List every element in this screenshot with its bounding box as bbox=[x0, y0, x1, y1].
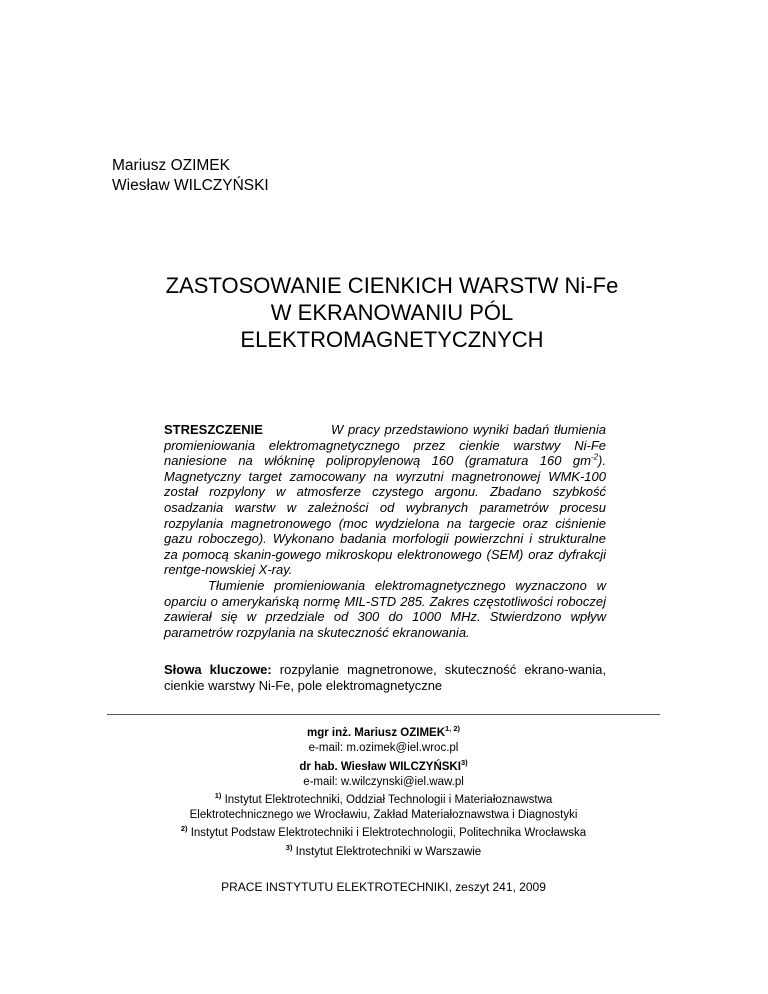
institution-1-line-2: Elektrotechnicznego we Wrocławiu, Zakład Materiałoznawstwa i Diagnostyki bbox=[189, 809, 578, 821]
title-line: W EKRANOWANIU PÓL bbox=[270, 300, 514, 325]
abstract-text: W pracy przedstawiono wyniki badań tłumienia promieniowania elektromagnetycznego przez cienkie warstwy Ni-Fe naniesione na włókninę polipropylenową 160 (gramatura 160 gm bbox=[164, 422, 606, 469]
abstract-paragraph-2: Tłumienie promieniowania elektromagnetycznego wyznaczono w oparciu o amerykańską normę MIL-STD 285. Zakres częstotliwości roboczej zawierał się w przedziale od 300 do 1000 MHz. Stwierdzono wpływ parametrów rozpylania na skuteczność ekranowania. bbox=[164, 577, 606, 640]
author-name: Wiesław WILCZYŃSKI bbox=[112, 177, 269, 194]
author-1-superscript: 1, 2) bbox=[445, 724, 461, 734]
author-name: Mariusz OZIMEK bbox=[112, 157, 230, 174]
author-list bbox=[112, 156, 269, 196]
institution-1-superscript: 1) bbox=[214, 791, 222, 801]
institution-3-superscript: 3) bbox=[285, 843, 293, 853]
abstract-superscript: -2 bbox=[590, 452, 599, 462]
institution-3 bbox=[107, 845, 660, 860]
author-1-email: e-mail: m.ozimek@iel.wroc.pl bbox=[308, 742, 459, 754]
keywords-text: rozpylanie magnetronowe, skuteczność ekrano-wania, cienkie warstwy Ni-Fe, pole elektromagnetyczne bbox=[164, 662, 606, 693]
abstract-paragraph-1 bbox=[164, 422, 606, 578]
author-2-email: e-mail: w.wilczynski@iel.waw.pl bbox=[303, 776, 464, 788]
section-divider bbox=[107, 714, 660, 715]
title-line: ZASTOSOWANIE CIENKICH WARSTW Ni-Fe bbox=[165, 273, 619, 298]
title-line: ELEKTROMAGNETYCZNYCH bbox=[240, 327, 544, 352]
institution-3-text: Instytut Elektrotechniki w Warszawie bbox=[295, 846, 482, 858]
abstract bbox=[164, 422, 606, 640]
author-2-superscript: 3) bbox=[460, 758, 468, 768]
author-2-affiliation bbox=[107, 760, 660, 790]
author-1-affiliation bbox=[107, 726, 660, 756]
abstract-label: STRESZCZENIE bbox=[164, 422, 263, 437]
journal-footer: PRACE INSTYTUTU ELEKTROTECHNIKI, zeszyt 241, 2009 bbox=[221, 880, 546, 894]
institution-1 bbox=[107, 793, 660, 823]
institution-1-line-1: Instytut Elektrotechniki, Oddział Technologii i Materiałoznawstwa bbox=[224, 794, 553, 806]
author-1-name: mgr inż. Mariusz OZIMEK bbox=[306, 727, 445, 739]
paper-title bbox=[100, 272, 684, 353]
keywords bbox=[164, 662, 606, 694]
institution-2-superscript: 2) bbox=[180, 824, 188, 834]
keywords-label: Słowa kluczowe: bbox=[164, 662, 272, 677]
institution-2 bbox=[107, 826, 660, 841]
abstract-text: ). Magnetyczny target zamocowany na wyrzutni magnetronowej WMK-100 został rozpylony w atmosferze czystego argonu. Zbadano szybkość osadzania warstw w zależności od wybranych parametrów procesu rozpylania magnetronowego (moc wydzielona na targecie oraz ciśnienie gazu roboczego). Wykonano badania morfologii powierzchni i strukturalne za pomocą skanin-gowego mikroskopu elektronowego (SEM) oraz dyfrakcji rentge-nowskiej X-ray. bbox=[164, 453, 606, 578]
author-2-name: dr hab. Wiesław WILCZYŃSKI bbox=[299, 761, 461, 773]
institution-2-text: Instytut Podstaw Elektrotechniki i Elektrotechnologii, Politechnika Wrocławska bbox=[190, 827, 587, 839]
